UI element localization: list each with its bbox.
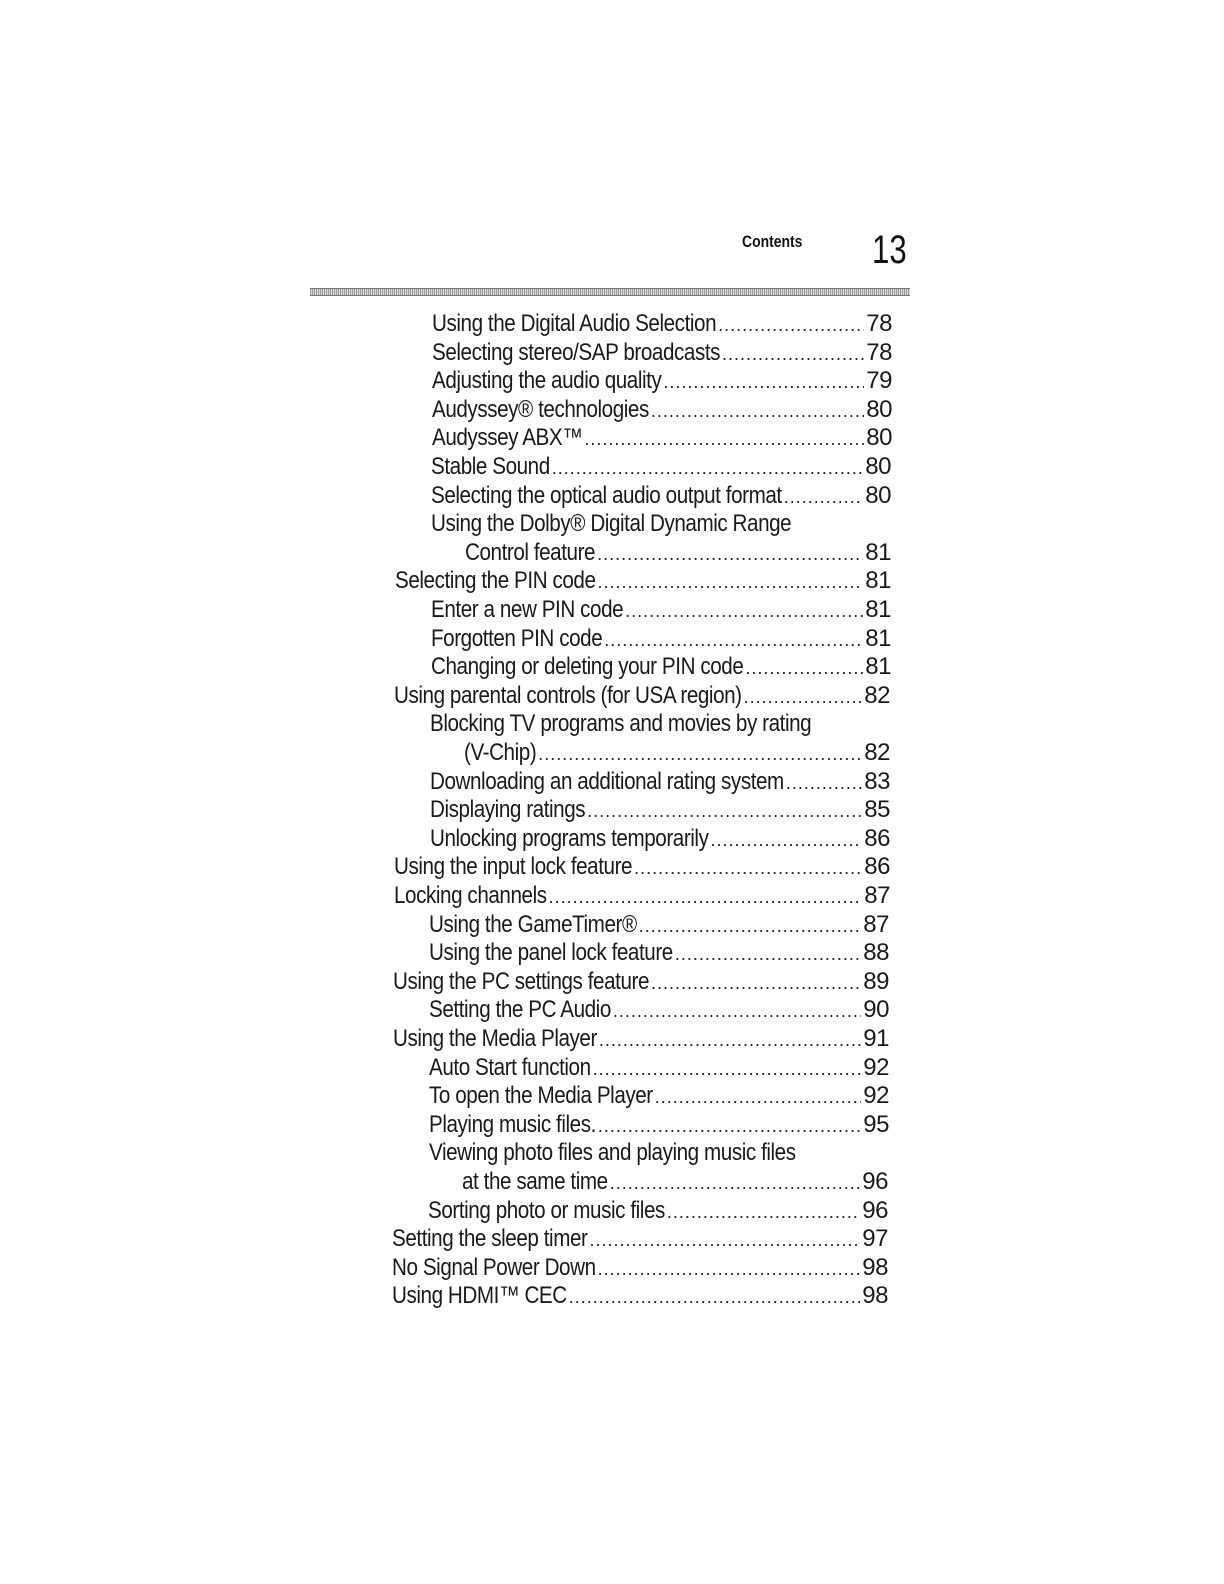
toc-entry-page: 82 xyxy=(864,739,890,766)
toc-entry[interactable] xyxy=(431,453,891,481)
toc-entry[interactable] xyxy=(393,968,889,996)
toc-entry-page: 81 xyxy=(865,625,891,652)
toc-entry[interactable] xyxy=(430,710,890,738)
toc-entry-page: 81 xyxy=(865,653,891,680)
toc-entry[interactable] xyxy=(431,653,891,681)
toc-leader-dots xyxy=(710,830,862,851)
toc-entry-page: 86 xyxy=(864,853,890,880)
toc-entry-title: Using the GameTimer® xyxy=(429,911,637,938)
toc-entry-title: Selecting stereo/SAP broadcasts xyxy=(432,339,721,366)
toc-entry-title: Blocking TV programs and movies by rating xyxy=(430,710,812,737)
toc-entry-title: Using HDMI™ CEC xyxy=(392,1282,567,1309)
toc-leader-dots xyxy=(718,315,864,336)
toc-leader-dots xyxy=(639,916,862,937)
toc-entry[interactable] xyxy=(431,625,891,653)
toc-leader-dots xyxy=(786,773,862,794)
toc-entry-page: 80 xyxy=(865,453,891,480)
toc-entry-page: 98 xyxy=(862,1254,888,1281)
toc-leader-dots xyxy=(745,658,863,679)
toc-entry-title: at the same time xyxy=(462,1168,608,1195)
toc-entry-title: Unlocking programs temporarily xyxy=(430,825,709,852)
toc-entry-title: Control feature xyxy=(465,539,596,566)
toc-entry-page: 95 xyxy=(863,1111,889,1138)
toc-entry-title: Selecting the optical audio output format xyxy=(431,482,782,509)
toc-leader-dots xyxy=(655,1087,862,1108)
toc-entry[interactable] xyxy=(393,1025,889,1053)
toc-leader-dots xyxy=(552,458,864,479)
toc-entry-title: Using the PC settings feature xyxy=(393,968,649,995)
toc-leader-dots xyxy=(597,544,863,565)
toc-entry-title: Sorting photo or music files xyxy=(428,1197,665,1224)
toc-entry-title: Setting the sleep timer xyxy=(392,1225,588,1252)
toc-leader-dots xyxy=(744,687,863,708)
toc-leader-dots xyxy=(651,401,864,422)
toc-entry-page: 82 xyxy=(864,682,890,709)
toc-entry-title: To open the Media Player xyxy=(429,1082,653,1109)
toc-entry-page: 92 xyxy=(863,1082,889,1109)
toc-entry-page: 89 xyxy=(863,968,889,995)
toc-entry[interactable] xyxy=(429,1054,889,1082)
toc-leader-dots xyxy=(722,344,864,365)
toc-entry[interactable] xyxy=(394,682,890,710)
toc-entry-title: No Signal Power Down xyxy=(392,1254,596,1281)
toc-entry[interactable] xyxy=(432,367,892,395)
toc-leader-dots xyxy=(598,572,864,593)
toc-entry-title: (V-Chip) xyxy=(464,739,537,766)
toc-entry[interactable] xyxy=(430,796,890,824)
toc-leader-dots xyxy=(604,630,863,651)
toc-entry-page: 80 xyxy=(866,396,892,423)
toc-entry-title: Using the Digital Audio Selection xyxy=(432,310,717,337)
toc-entry-page: 96 xyxy=(862,1197,888,1224)
toc-entry-title: Using the Dolby® Digital Dynamic Range xyxy=(431,510,792,537)
toc-entry[interactable] xyxy=(430,825,890,853)
toc-entry-page: 78 xyxy=(866,310,892,337)
toc-entry-page: 78 xyxy=(866,339,892,366)
toc-entry-page: 86 xyxy=(864,825,890,852)
toc-entry-title: Using the Media Player xyxy=(393,1025,597,1052)
toc-entry-page: 80 xyxy=(865,482,891,509)
toc-leader-dots xyxy=(549,887,863,908)
toc-leader-dots xyxy=(593,1059,862,1080)
toc-entry-title: Adjusting the audio quality xyxy=(432,367,662,394)
toc-leader-dots xyxy=(589,1230,860,1251)
toc-entry[interactable] xyxy=(464,739,890,767)
toc-entry-title: Locking channels xyxy=(394,882,547,909)
toc-entry-title: Selecting the PIN code xyxy=(395,567,596,594)
toc-entry-page: 80 xyxy=(866,424,892,451)
toc-entry-title: Audyssey® technologies xyxy=(432,396,649,423)
toc-leader-dots xyxy=(569,1287,861,1308)
toc-entry-title: Auto Start function xyxy=(429,1054,591,1081)
toc-leader-dots xyxy=(667,1202,860,1223)
toc-entry-title: Playing music files. xyxy=(429,1111,596,1138)
toc-entry[interactable] xyxy=(428,1197,888,1225)
toc-entry-page: 97 xyxy=(862,1225,888,1252)
toc-entry[interactable] xyxy=(429,1139,889,1167)
toc-leader-dots xyxy=(598,1259,861,1280)
toc-entry-page: 83 xyxy=(864,768,890,795)
toc-entry-title: Using the panel lock feature xyxy=(429,939,673,966)
toc-entry-page: 81 xyxy=(865,596,891,623)
toc-entry-title: Using the input lock feature xyxy=(394,853,633,880)
toc-leader-dots xyxy=(610,1173,861,1194)
toc-entry-title: Displaying ratings xyxy=(430,796,586,823)
header-rule xyxy=(310,288,910,296)
toc-entry-title: Audyssey ABX™ xyxy=(432,424,583,451)
toc-entry-page: 90 xyxy=(863,996,889,1023)
toc-entry-title: Downloading an additional rating system xyxy=(430,768,784,795)
toc-entry-page: 87 xyxy=(863,911,889,938)
toc-entry-page: 85 xyxy=(864,796,890,823)
toc-entry[interactable] xyxy=(465,539,891,567)
toc-entry-page: 91 xyxy=(863,1025,889,1052)
toc-entry-title: Enter a new PIN code xyxy=(431,596,624,623)
toc-leader-dots xyxy=(784,487,864,508)
toc-entry[interactable] xyxy=(429,911,889,939)
toc-entry[interactable] xyxy=(432,339,892,367)
toc-entry[interactable] xyxy=(431,482,891,510)
toc-entry[interactable] xyxy=(429,1111,889,1139)
toc-entry[interactable] xyxy=(429,939,889,967)
toc-leader-dots xyxy=(598,1116,861,1137)
running-header-title: Contents xyxy=(742,232,803,251)
toc-leader-dots xyxy=(663,372,864,393)
toc-entry[interactable] xyxy=(394,853,890,881)
toc-leader-dots xyxy=(651,973,861,994)
toc-entry[interactable] xyxy=(392,1282,888,1310)
toc-entry[interactable] xyxy=(392,1254,888,1282)
toc-leader-dots xyxy=(584,429,864,450)
toc-entry-page: 92 xyxy=(863,1054,889,1081)
toc-entry[interactable] xyxy=(395,567,891,595)
toc-entry-page: 96 xyxy=(862,1168,888,1195)
toc-leader-dots xyxy=(634,858,862,879)
toc-entry-page: 81 xyxy=(865,567,891,594)
toc-leader-dots xyxy=(613,1001,861,1022)
toc-entry[interactable] xyxy=(432,310,892,338)
toc-entry[interactable] xyxy=(432,424,892,452)
toc-entry[interactable] xyxy=(394,882,890,910)
toc-entry-title: Changing or deleting your PIN code xyxy=(431,653,744,680)
toc-entry[interactable] xyxy=(431,596,891,624)
toc-entry-title: Viewing photo files and playing music files xyxy=(429,1139,796,1166)
toc-entry-title: Stable Sound xyxy=(431,453,550,480)
toc-leader-dots xyxy=(538,744,862,765)
toc-entry-title: Setting the PC Audio xyxy=(429,996,611,1023)
toc-entry[interactable] xyxy=(462,1168,888,1196)
toc-entry-page: 81 xyxy=(865,539,891,566)
toc-leader-dots xyxy=(625,601,863,622)
toc-leader-dots xyxy=(675,944,861,965)
toc-entry-page: 87 xyxy=(864,882,890,909)
toc-entry[interactable] xyxy=(429,996,889,1024)
toc-entry[interactable] xyxy=(431,510,891,538)
toc-entry-page: 98 xyxy=(862,1282,888,1309)
toc-leader-dots xyxy=(587,801,862,822)
toc-leader-dots xyxy=(599,1030,861,1051)
toc-entry[interactable] xyxy=(432,396,892,424)
page-number: 13 xyxy=(872,228,907,272)
toc-entry[interactable] xyxy=(392,1225,888,1253)
toc-entry-page: 79 xyxy=(866,367,892,394)
toc-entry[interactable] xyxy=(430,768,890,796)
toc-entry-title: Forgotten PIN code xyxy=(431,625,603,652)
toc-entry-page: 88 xyxy=(863,939,889,966)
toc-entry[interactable] xyxy=(429,1082,889,1110)
toc-entry-title: Using parental controls (for USA region) xyxy=(394,682,742,709)
